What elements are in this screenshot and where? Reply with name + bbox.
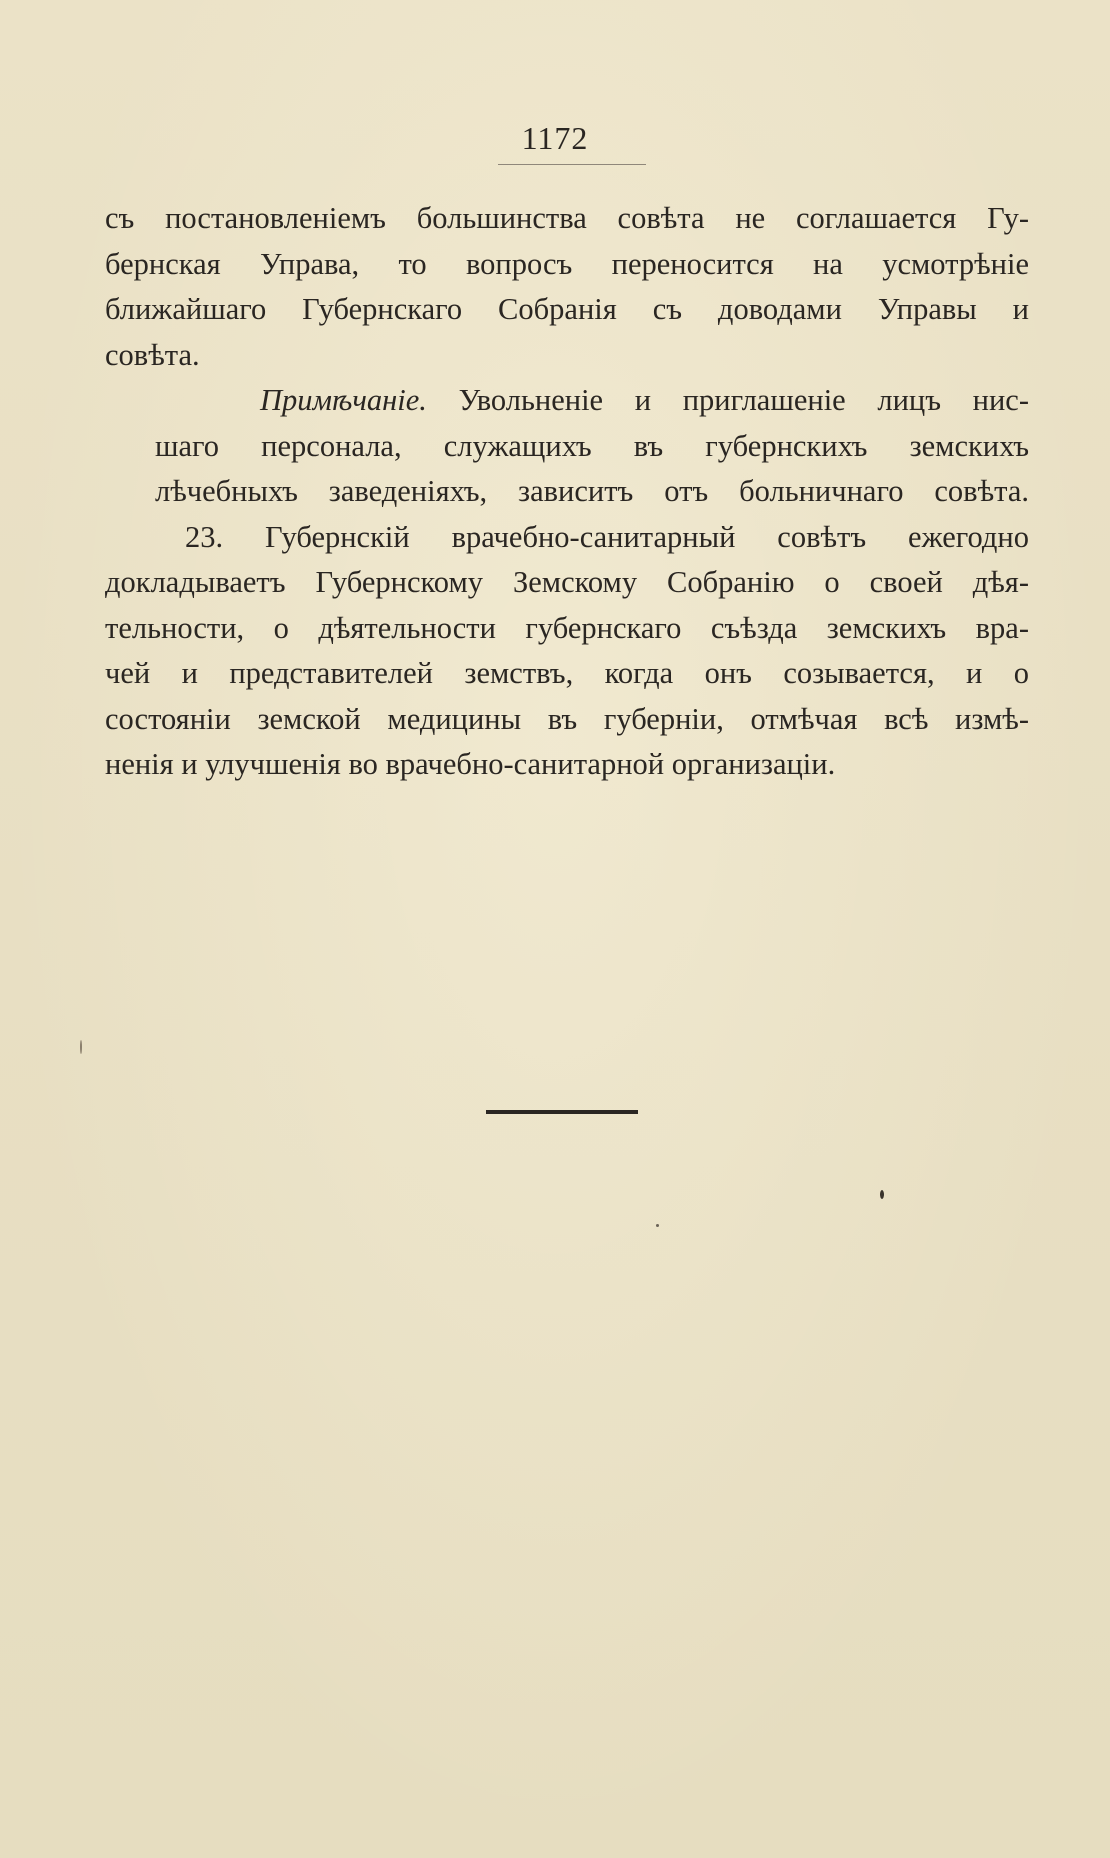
text-line: съ постановленіемъ большинства совѣта не соглашается Гу- xyxy=(105,201,1029,235)
text-line: бернская Управа, то вопросъ переносится на усмотрѣніе xyxy=(105,246,1029,281)
note-line: шаго персонала, служащихъ въ губернскихъ земскихъ xyxy=(155,428,1029,463)
paper-mark xyxy=(80,1040,82,1054)
note-first-line xyxy=(105,378,1029,424)
text-line: чей и представителей земствъ, когда онъ созывается, и о xyxy=(105,656,1029,690)
section-end-rule xyxy=(486,1110,638,1114)
ink-speck xyxy=(880,1190,884,1199)
page-number: 1172 xyxy=(521,120,589,156)
text-line: состояніи земской медицины въ губерніи, отмѣчая всѣ измѣ- xyxy=(105,701,1029,736)
note-first-line-text: Увольненіе и приглашеніе лицъ нис- xyxy=(458,383,1029,417)
main-text xyxy=(105,196,1029,788)
ink-speck xyxy=(656,1224,659,1227)
section-23-first-line: 23. Губернскій врачебно-санитарный совѣтъ ежегодно xyxy=(185,519,1029,554)
note-line: лѣчебныхъ заведеніяхъ, зависитъ отъ больничнаго совѣта. xyxy=(155,474,1029,508)
text-line: докладываетъ Губернскому Земскому Собранію о своей дѣя- xyxy=(105,565,1029,599)
text-line: ненія и улучшенія во врачебно-санитарной организаціи. xyxy=(105,747,836,781)
page-number-underline xyxy=(498,164,646,165)
text-line: тельности, о дѣятельности губернскаго съѣзда земскихъ вра- xyxy=(105,610,1029,645)
note-label: Примѣчаніе. xyxy=(260,383,427,417)
text-line: совѣта. xyxy=(105,337,200,372)
text-line: ближайшаго Губернскаго Собранія съ доводами Управы и xyxy=(105,292,1029,326)
